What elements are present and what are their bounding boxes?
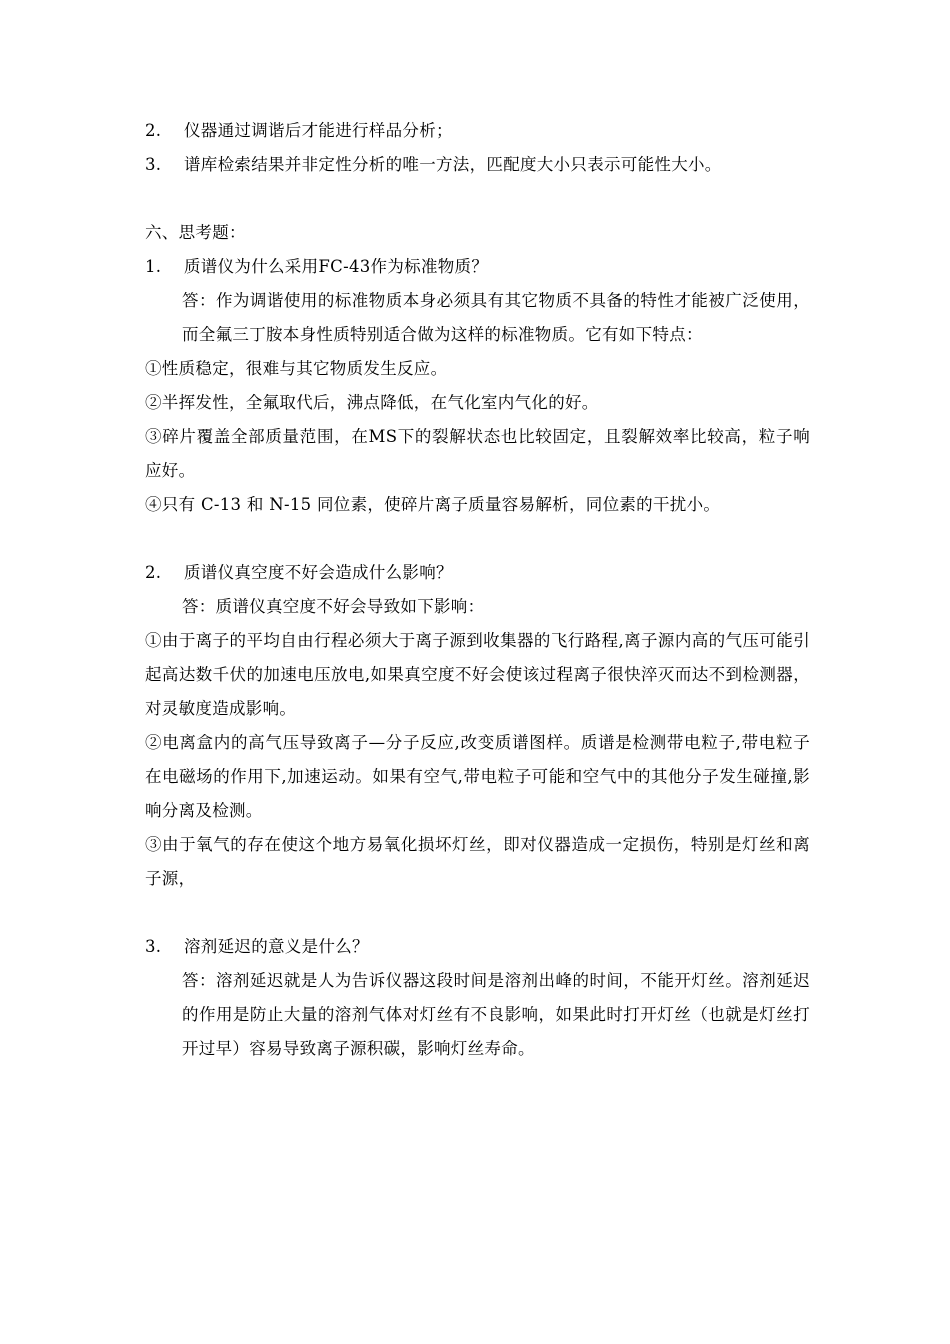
question-text: 质谱仪真空度不好会造成什么影响？ bbox=[184, 563, 453, 582]
spacer bbox=[145, 896, 810, 930]
list-number: 2. bbox=[145, 121, 162, 140]
question-1 bbox=[145, 250, 810, 284]
answer-1-point-2: ②半挥发性，全氟取代后，沸点降低，在气化室内气化的好。 bbox=[145, 393, 599, 412]
answer-3: 答：溶剂延迟就是人为告诉仪器这段时间是溶剂出峰的时间，不能开灯丝。溶剂延迟的作用是防止大量的溶剂气体对灯丝有不良影响，如果此时打开灯丝（也就是灯丝打开过早）容易导致离子源积碳，影响灯丝寿命。 bbox=[182, 971, 810, 1058]
question-number: 1. bbox=[145, 257, 162, 276]
answer-2-point-2: ②电离盒内的高气压导致离子—分子反应,改变质谱图样。质谱是检测带电粒子,带电粒子在电磁场的作用下,加速运动。如果有空气,带电粒子可能和空气中的其他分子发生碰撞,影响分离及检测。 bbox=[145, 733, 810, 820]
question-3 bbox=[145, 930, 810, 964]
section-title: 六、思考题： bbox=[145, 223, 246, 242]
question-number: 3. bbox=[145, 937, 162, 956]
spacer bbox=[145, 522, 810, 556]
spacer bbox=[145, 182, 810, 216]
question-2 bbox=[145, 556, 810, 590]
answer-1: 答：作为调谐使用的标准物质本身必须具有其它物质不具备的特性才能被广泛使用，而全氟三丁胺本身性质特别适合做为这样的标准物质。它有如下特点： bbox=[182, 291, 810, 344]
answer-2: 答：质谱仪真空度不好会导致如下影响： bbox=[182, 597, 485, 616]
question-number: 2. bbox=[145, 563, 162, 582]
document-page bbox=[145, 114, 810, 1066]
intro-item-2 bbox=[145, 114, 810, 148]
list-text: 仪器通过调谐后才能进行样品分析； bbox=[184, 121, 453, 140]
answer-1-point-1: ①性质稳定，很难与其它物质发生反应。 bbox=[145, 359, 448, 378]
question-text: 质谱仪为什么采用FC-43作为标准物质？ bbox=[184, 257, 489, 276]
answer-2-point-1: ①由于离子的平均自由行程必须大于离子源到收集器的飞行路程,离子源内高的气压可能引起高达数千伏的加速电压放电,如果真空度不好会使该过程离子很快淬灭而达不到检测器，对灵敏度造成影响。 bbox=[145, 631, 810, 718]
list-text: 谱库检索结果并非定性分析的唯一方法，匹配度大小只表示可能性大小。 bbox=[184, 155, 722, 174]
answer-1-point-3: ③碎片覆盖全部质量范围，在MS下的裂解状态也比较固定，且裂解效率比较高，粒子响应好。 bbox=[145, 427, 810, 480]
question-text: 溶剂延迟的意义是什么？ bbox=[184, 937, 369, 956]
list-number: 3. bbox=[145, 155, 162, 174]
answer-2-point-3: ③由于氧气的存在使这个地方易氧化损坏灯丝，即对仪器造成一定损伤，特别是灯丝和离子源， bbox=[145, 835, 810, 888]
answer-1-point-4: ④只有 C-13 和 N-15 同位素，使碎片离子质量容易解析，同位素的干扰小。 bbox=[145, 495, 721, 514]
intro-item-3 bbox=[145, 148, 810, 182]
